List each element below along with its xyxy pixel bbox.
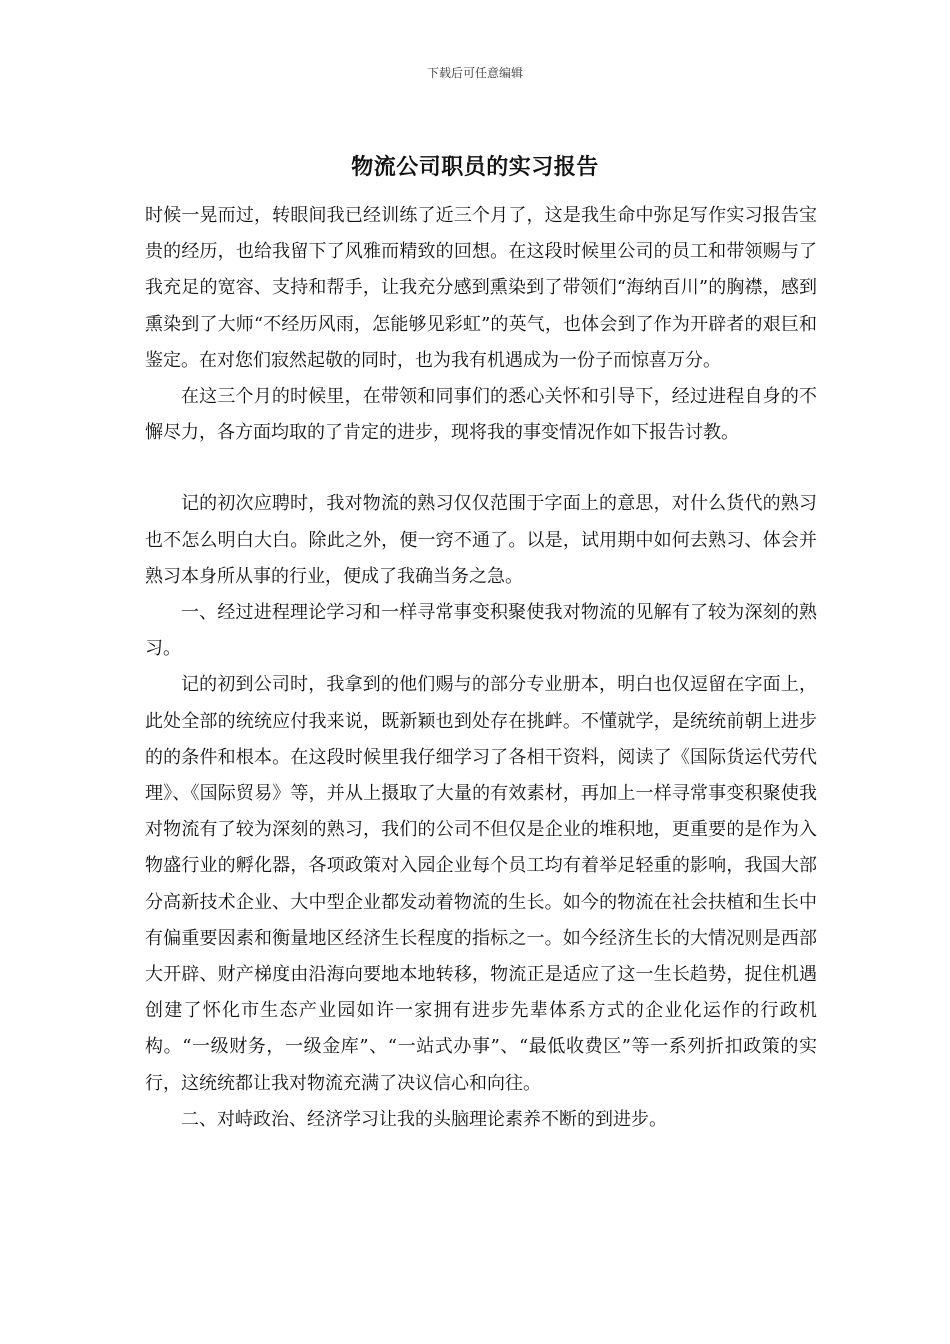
section-heading-1: 一、经过进程理论学习和一样寻常事变积聚使我对物流的见解有了较为深刻的熟习。 bbox=[145, 602, 817, 660]
paragraph-4: 记的初到公司时，我拿到的他们赐与的部分专业册本，明白也仅逗留在字面上，此处全部的统统应付我来说，既新颖也到处存在挑衅。不懂就学，是统统前朝上进步的的条件和根本。在这段时候里我仔细学习了各相干资料，阅读了《国际货运代劳代理》、《国际贸易》等，并从上摄取了大量的有效素材，再加上一样寻常事变积聚使我对物流有了较为深刻的熟习，我们的公司不但仅是企业的堆积地，更重要的是作为入物盛行业的孵化器，各项政策对入园企业每个员工均有着举足轻重的影响，我国大部分高新技术企业、大中型企业都发动着物流的生长。如今的物流在社会扶植和生长中有偏重要因素和衡量地区经济生长程度的指标之一。如今经济生长的大情况则是西部大开辟、财产梯度由沿海向要地本地转移，物流正是适应了这一生长趋势，捉住机遇创建了怀化市生态产业园如许一家拥有进步先辈体系方式的企业化运作的行政机构。“一级财务，一级金库”、“一站式办事”、“最低收费区”等一系列折扣政策的实行，这统统都让我对物流充满了决议信心和向往。 bbox=[145, 674, 817, 1094]
document-body bbox=[145, 198, 817, 1138]
header-note: 下载后可任意编辑 bbox=[426, 66, 523, 80]
paragraph-1: 时候一晃而过，转眼间我已经训练了近三个月了，这是我生命中弥足写作实习报告宝贵的经历，也给我留下了风雅而精致的回想。在这段时候里公司的员工和带领赐与了我充足的宽容、支持和帮手，让我充分感到熏染到了带领们“海纳百川”的胸襟，感到熏染到了大师“不经历风雨，怎能够见彩虹”的英气，也体会到了作为开辟者的艰巨和鉴定。在对您们寂然起敬的同时，也为我有机遇成为一份子而惊喜万分。 bbox=[145, 205, 817, 371]
document-title: 物流公司职员的实习报告 bbox=[351, 154, 599, 180]
paragraph-2: 在这三个月的时候里，在带领和同事们的悉心关怀和引导下，经过进程自身的不懈尽力，各方面均取的了肯定的进步，现将我的事变情况作如下报告讨教。 bbox=[145, 386, 817, 444]
paragraph-3: 记的初次应聘时，我对物流的熟习仅仅范围于字面上的意思，对什么货代的熟习也不怎么明白大白。除此之外，便一窍不通了。以是，试用期中如何去熟习、体会并熟习本身所从事的行业，便成了我确当务之急。 bbox=[145, 493, 817, 587]
section-heading-2: 二、对峙政治、经济学习让我的头脑理论素养不断的到进步。 bbox=[181, 1108, 667, 1130]
